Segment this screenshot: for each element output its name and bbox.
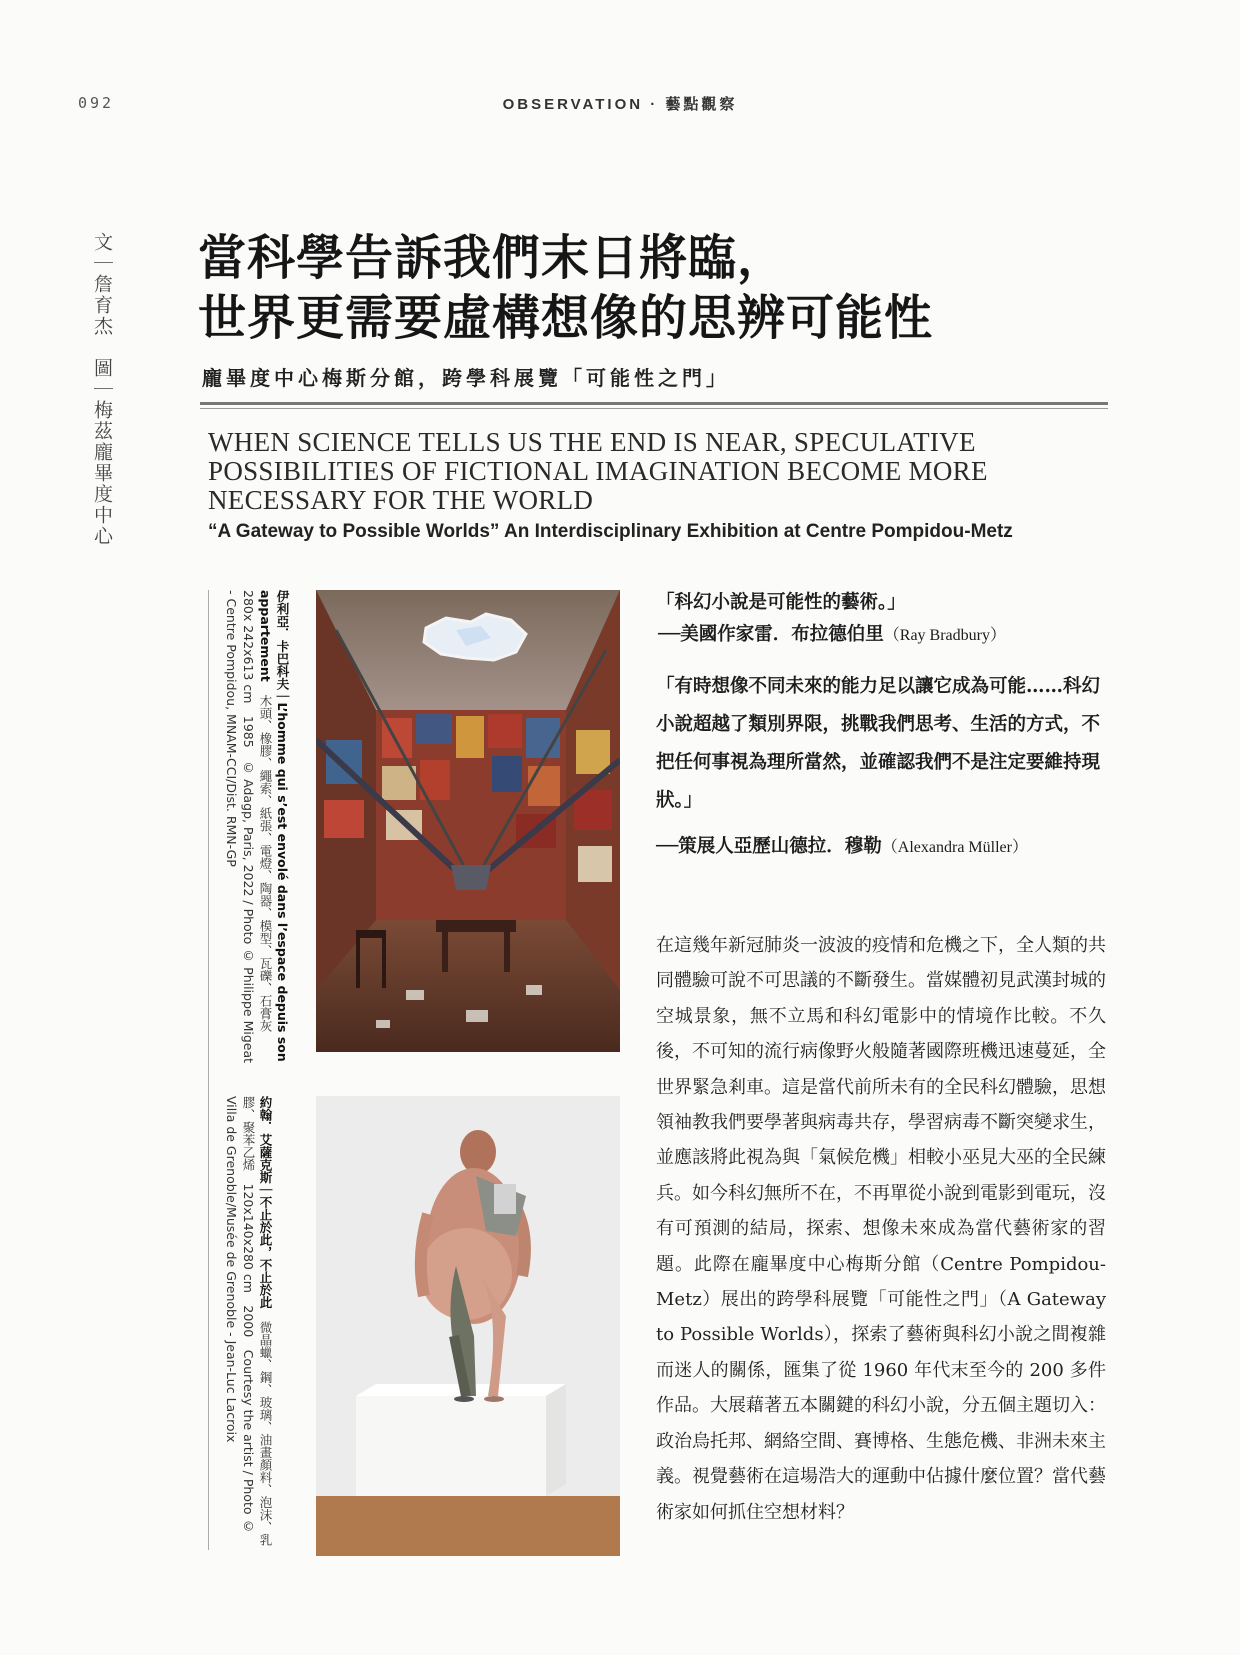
title-line-2: 世界更需要虛構想像的思辨可能性 (198, 290, 934, 346)
photo-isaacs-sculpture (316, 1096, 620, 1556)
quote-muller-attribution (656, 828, 1106, 867)
quote-muller-text: 「有時想像不同未來的能力足以讓它成為可能……科幻小說超越了類別界限，挑戰我們思考、生活的方式，不把任何事視為理所當然，並確認我們不是注定要維持現狀。」 (656, 676, 1101, 811)
quote-bradbury-text: 「科幻小說是可能性的藝術。」 (656, 592, 906, 613)
quote-muller-attr-zh: ──策展人亞歷山德拉．穆勒 (656, 836, 882, 857)
byline: 文｜詹育杰 圖｜梅茲龐畢度中心 (91, 232, 113, 547)
quote-bradbury (656, 587, 1106, 652)
article-subtitle: 龐畢度中心梅斯分館，跨學科展覽「可能性之門」 (202, 366, 730, 390)
caption-isaacs-title: 約翰．艾薩克斯｜不止於此，不止於此 (258, 1096, 273, 1309)
title-rule-thin (200, 408, 1108, 409)
caption-kabakov (223, 590, 291, 1070)
english-subtitle: “A Gateway to Possible Worlds” An Interdisciplinary Exhibition at Centre Pompidou-Metz (208, 521, 1013, 542)
body-paragraph: 在這幾年新冠肺炎一波波的疫情和危機之下，全人類的共同體驗可說不可思議的不斷發生。當媒體初見武漢封城的空城景象，無不立馬和科幻電影中的情境作比較。不久後，不可知的流行病像野火般隨著國際班機迅速蔓延，全世界緊急剎車。這是當代前所未有的全民科幻體驗，思想領袖教我們要學著與病毒共存，學習病毒不斷突變求生，並應該將此視為與「氣候危機」相較小巫見大巫的全民練兵。如今科幻無所不在，不再單從小說到電影到電玩，沒有可預測的結局，探索、想像未來成為當代藝術家的習題。此際在龐畢度中心梅斯分館（Centre Pompidou-Metz）展出的跨學科展覽「可能性之門」（A Gateway to Possible Worlds），探索了藝術與科幻小說之間複雜而迷人的關係，匯集了從 1960 年代末至今的 200 多件作品。大展藉著五本關鍵的科幻小說，分五個主題切入：政治烏托邦、網絡空間、賽博格、生態危機、非洲未來主義。視覺藝術在這場浩大的運動中佔據什麼位置？當代藝術家如何抓住空想材料？ (656, 935, 1106, 1523)
page-number: 092 (78, 94, 115, 112)
caption-kabakov-title: 伊利亞．卡巴科夫｜L’homme qui s’est envolé dans l’espace depuis son appartement (258, 590, 290, 1062)
article-title (198, 228, 1158, 348)
caption-isaacs-details: 微晶蠟、鋼、玻璃、油畫顏料、泡沫、乳膠、聚苯乙烯 120x140x280 cm 2000 Courtesy the artist / Photo © Villa de Grenoble/Musée de Grenoble - Jean-Luc Lacroix (224, 1096, 273, 1546)
english-title: WHEN SCIENCE TELLS US THE END IS NEAR, SPECULATIVE POSSIBILITIES OF FICTIONAL IMAGINATION BECOME MORE NECESSARY FOR THE WORLD (208, 427, 988, 515)
photo-kabakov-installation (316, 590, 620, 1052)
title-rule-thick (200, 402, 1108, 405)
running-header: OBSERVATION · 藝點觀察 (502, 96, 738, 113)
quote-muller-attr-en: （Alexandra Müller） (881, 839, 1028, 856)
caption-rule (208, 590, 209, 1550)
caption-kabakov-details: 木頭、橡膠、繩索、紙張、電燈、陶器、模型、瓦礫、石膏灰 280x 242x613 cm 1985 © Adagp, Paris, 2022 / Photo © Philippe Migeat - Centre Pompidou, MNAM-CCI/Dist. RMN-GP (224, 590, 273, 1064)
quote-muller (656, 668, 1106, 867)
quote-bradbury-attr-en: （Ray Bradbury） (883, 627, 1006, 644)
quote-bradbury-attr-zh: ──美國作家雷．布拉德伯里 (658, 624, 884, 645)
quote-bradbury-attribution (656, 619, 1106, 652)
caption-isaacs (223, 1096, 274, 1556)
title-line-1: 當科學告訴我們末日將臨， (198, 230, 787, 286)
